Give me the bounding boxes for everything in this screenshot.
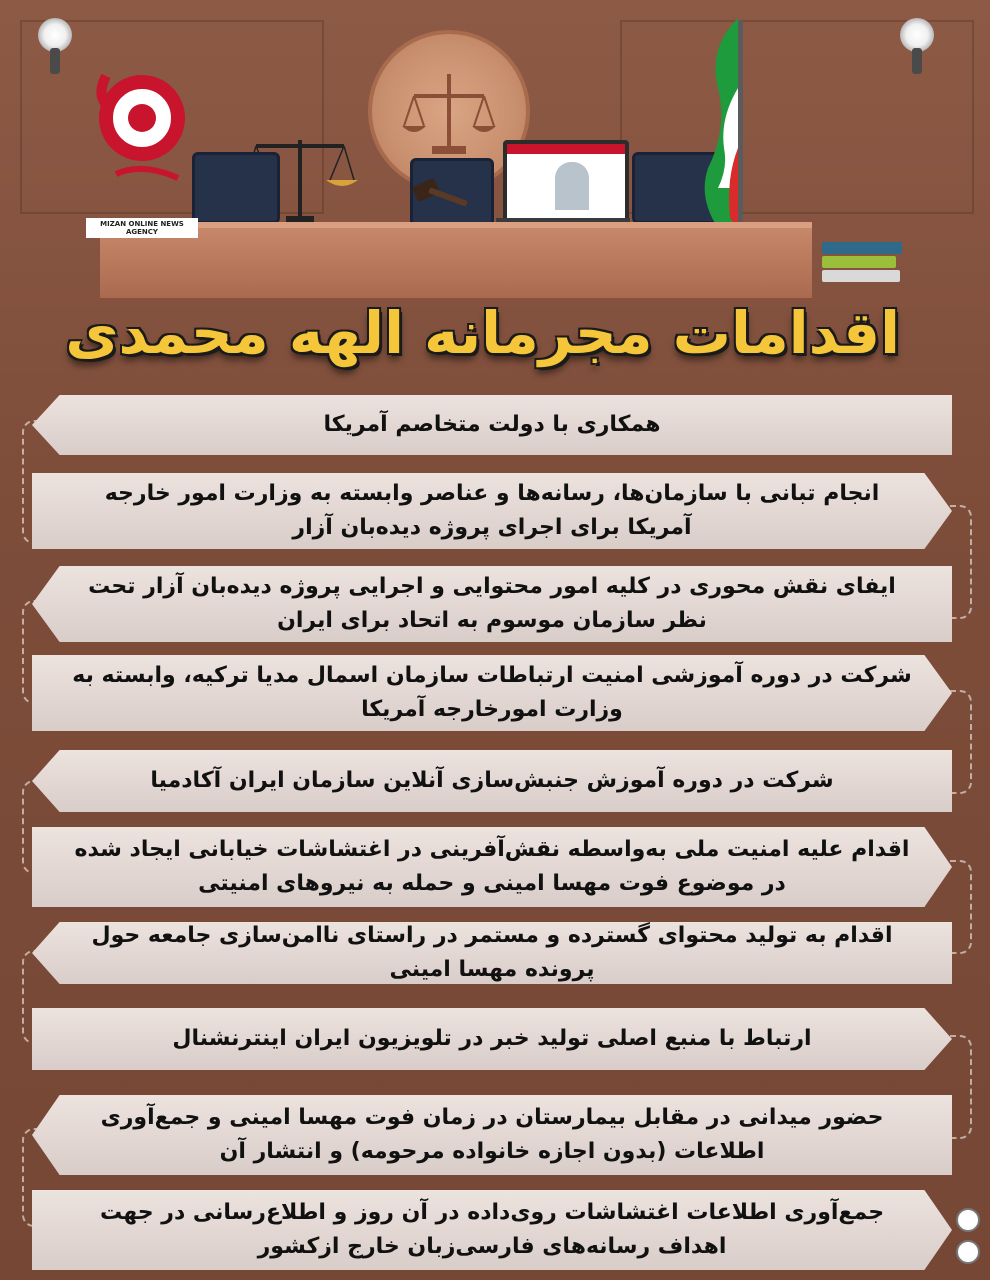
list-item: [32, 473, 952, 549]
book: [822, 242, 902, 254]
list-item: [32, 566, 952, 642]
books-icon: [822, 242, 902, 294]
list-item: [32, 1008, 952, 1070]
gavel-icon: [404, 176, 474, 226]
page-title: اقدامات مجرمانه الهه محمدی: [65, 299, 900, 367]
list-item: [32, 750, 952, 812]
list-item-text: جمع‌آوری اطلاعات اغتشاشات روی‌داده در آن روز و اطلاع‌رسانی در جهت اهداف رسانه‌های فارسی‌زبان خارج ازکشور: [99, 1200, 885, 1259]
logo-agency-name: MIZAN ONLINE NEWS AGENCY: [86, 218, 198, 238]
list-item-text: همکاری با دولت متخاصم آمریکا: [323, 412, 661, 437]
list-item: [32, 1095, 952, 1175]
list-item-text: شرکت در دوره آموزشی امنیت ارتباطات سازمان اسمال مدیا ترکیه، وابسته به وزارت امورخارجه آمریکا: [72, 663, 912, 722]
list-item-text: ایفای نقش محوری در کلیه امور محتوایی و اجرایی پروژه دیده‌بان آزار تحت نظر سازمان موسوم به اتحاد برای ایران: [88, 574, 896, 633]
list-item: [32, 395, 952, 455]
list-item-text: شرکت در دوره آموزش جنبش‌سازی آنلاین سازمان ایران آکادمیا: [150, 768, 834, 793]
book: [822, 256, 896, 268]
connector-dot-icon: [956, 1240, 980, 1264]
iran-flag-icon: [698, 18, 742, 228]
lamp-stem: [912, 48, 922, 74]
list-item: [32, 922, 952, 984]
laptop-screen-photo: [555, 162, 589, 210]
list-item: [32, 827, 952, 907]
title-banner: [40, 296, 900, 370]
lamp-stem: [50, 48, 60, 74]
list-item-text: اقدام علیه امنیت ملی به‌واسطه نقش‌آفرینی در اغتشاشات خیابانی ایجاد شده در موضوع فوت مهسا امینی و حمله به نیروهای امنیتی: [74, 837, 910, 896]
laptop-icon: [503, 140, 629, 228]
book: [822, 270, 900, 282]
laptop-screen-header: [507, 144, 625, 154]
list-item-text: ارتباط با منبع اصلی تولید خبر در تلویزیون ایران اینترنشنال: [172, 1026, 812, 1051]
charges-list: [0, 390, 990, 1280]
list-item-text: انجام تبانی با سازمان‌ها، رسانه‌ها و عناصر وابسته به وزارت امور خارجه آمریکا برای اجرای پروژه دیده‌بان آزار: [104, 481, 880, 540]
courtroom-illustration: [0, 0, 990, 300]
list-item: [32, 1190, 952, 1270]
list-item-text: حضور میدانی در مقابل بیمارستان در زمان فوت مهسا امینی و جمع‌آوری اطلاعات (بدون اجازه خانواده مرحومه) و انتشار آن: [100, 1105, 884, 1164]
monitor-icon: [192, 152, 280, 224]
judge-bench: [100, 222, 812, 298]
mizan-logo: [86, 66, 198, 246]
connector-dot-icon: [956, 1208, 980, 1232]
lamp-icon: [900, 18, 934, 52]
lamp-icon: [38, 18, 72, 52]
list-item: [32, 655, 952, 731]
list-item-text: اقدام به تولید محتوای گسترده و مستمر در راستای ناامن‌سازی جامعه حول پرونده مهسا امینی: [91, 923, 893, 982]
mizan-logo-mark-icon: [86, 66, 198, 206]
